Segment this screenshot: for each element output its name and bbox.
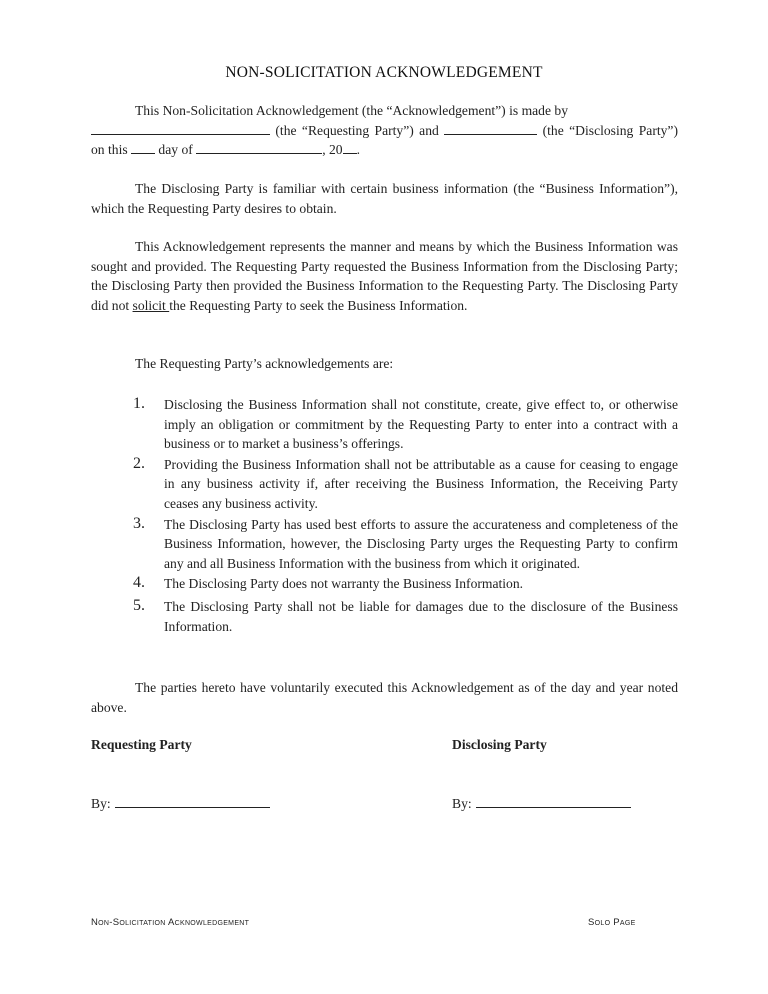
requesting-party-blank: [91, 122, 270, 135]
disclosing-party-heading: Disclosing Party: [452, 737, 547, 752]
list-item: [133, 574, 678, 594]
list-item-text: Disclosing the Business Information shall not constitute, create, give effect to, or otherwise imply an obligation or commitment by the Requesting Party to enter into a contract with a business or to market a business’s offerings.: [164, 397, 678, 452]
intro-text-1: This Non-Solicitation Acknowledgement (the “Acknowledgement”) is made by: [135, 103, 569, 118]
year-blank: [343, 141, 357, 154]
signature-blank: [476, 795, 631, 808]
by-label: By:: [452, 796, 472, 811]
acknowledgements-list: [133, 395, 678, 637]
manner-text-1: This Acknowledgement represents the manner and means by which the Business Information was sought and provided. The Requesting Party requested the Business Information from the Disclosing Party; the Disclosing Party then provided the Business Information to the Requesting Party. The Disclosing Party did not: [91, 239, 678, 313]
footer-document-name: Non-Solicitation Acknowledgement: [91, 917, 250, 928]
list-item-number: 2.: [133, 454, 145, 472]
document-title: NON-SOLICITATION ACKNOWLEDGEMENT: [225, 64, 543, 81]
solicit-underlined-word: solicit: [132, 297, 170, 313]
business-information-paragraph: The Disclosing Party is familiar with certain business information (the “Business Information”), which the Requesting Party desires to obtain.: [91, 181, 678, 216]
month-blank: [196, 141, 322, 154]
acknowledgements-intro: The Requesting Party’s acknowledgements are:: [135, 356, 394, 371]
list-item: [133, 395, 678, 454]
list-item: [133, 597, 678, 636]
disclosing-party-blank: [444, 122, 537, 135]
intro-text-6: .: [356, 142, 360, 158]
intro-text-2: (the “Requesting Party”) and: [270, 122, 445, 138]
execution-paragraph: The parties hereto have voluntarily executed this Acknowledgement as of the day and year noted above.: [91, 680, 678, 715]
manner-and-means-paragraph: [91, 237, 678, 315]
list-item-text: Providing the Business Information shall not be attributable as a cause for ceasing to engage in any business activity if, after receiving the Business Information, the Receiving Party ceases any business activity.: [164, 456, 678, 511]
list-item-text: The Disclosing Party shall not be liable for damages due to the disclosure of the Business Information.: [164, 598, 678, 634]
list-item-text: The Disclosing Party has used best efforts to assure the accurateness and completeness of the Business Information, however, the Disclosing Party urges the Requesting Party to confirm any and all Business Information with the business from which it originated.: [164, 516, 678, 571]
requesting-party-signature-line: [91, 795, 270, 812]
disclosing-party-signature-line: [452, 795, 631, 812]
footer-page-label: Solo Page: [588, 917, 636, 928]
intro-text-5: , 20: [322, 142, 343, 158]
list-item-number: 4.: [133, 574, 145, 592]
list-item-number: 5.: [133, 596, 145, 614]
intro-paragraph: [91, 101, 678, 160]
list-item-number: 3.: [133, 514, 145, 532]
list-item-number: 1.: [133, 395, 145, 412]
by-label: By:: [91, 796, 111, 811]
intro-text-4: day of: [155, 142, 197, 158]
list-item: [133, 515, 678, 574]
day-blank: [131, 141, 155, 154]
manner-text-2: the Requesting Party to seek the Business Information.: [169, 297, 468, 313]
requesting-party-heading: Requesting Party: [91, 737, 192, 752]
list-item: [133, 455, 678, 514]
intro-text-3: (the “Disclosing Party”) on this: [91, 122, 678, 158]
signature-blank: [115, 795, 270, 808]
list-item-text: The Disclosing Party does not warranty the Business Information.: [164, 576, 524, 592]
